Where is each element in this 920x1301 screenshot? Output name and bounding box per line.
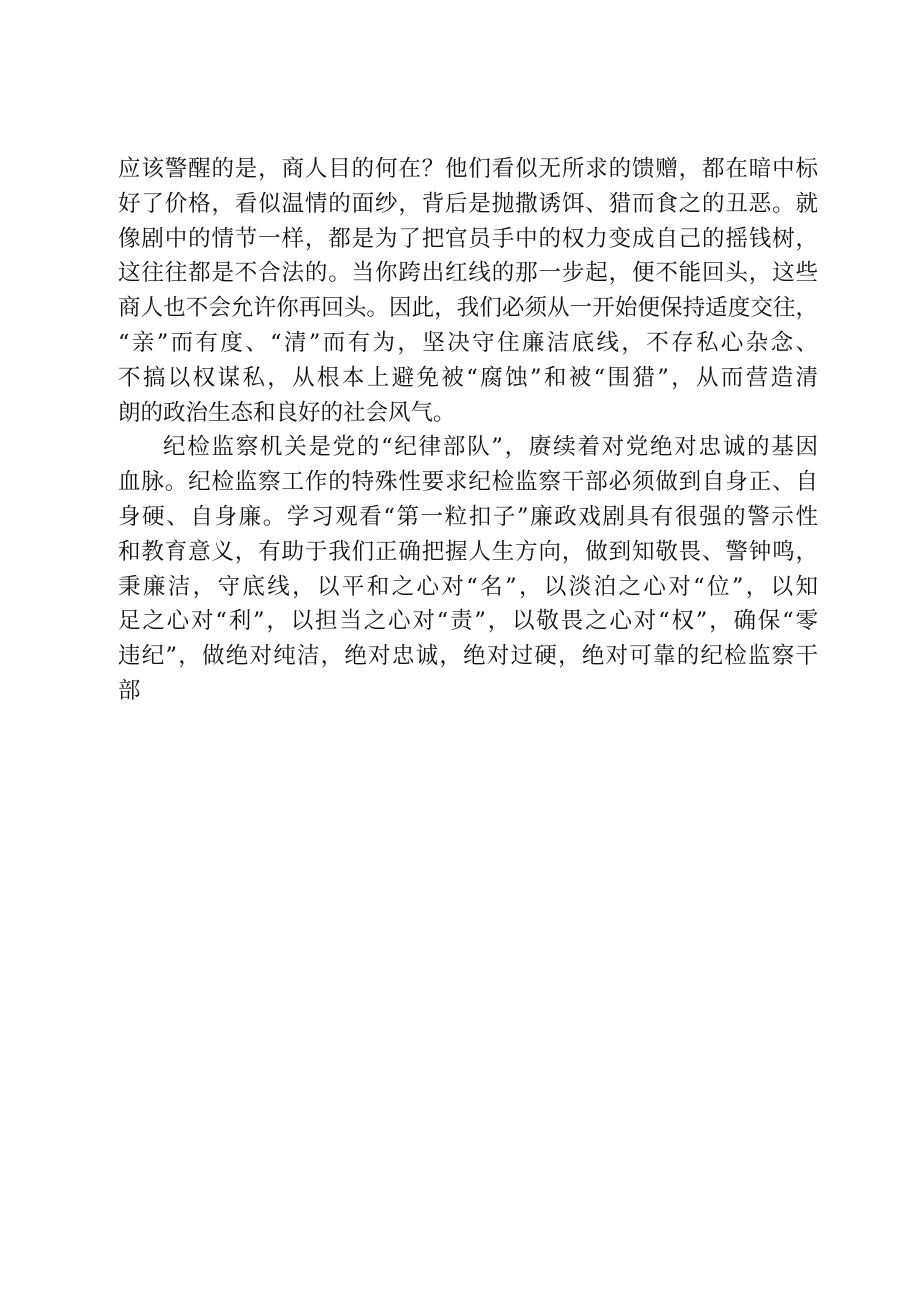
paragraph-line: 不搞以权谋私，从根本上避免被“腐蚀”和被“围猎”，从而营造清: [118, 364, 818, 391]
paragraph-line: 这往往都是不合法的。当你跨出红线的那一步起，便不能回头，这些: [118, 260, 818, 287]
paragraph-line: 商人也不会允许你再回头。因此，我们必须从一开始便保持适度交往，: [118, 295, 818, 322]
document-body: [118, 152, 818, 709]
paragraph-line: “亲”而有度、“清”而有为，坚决守住廉洁底线，不存私心杂念、: [118, 329, 818, 356]
paragraph-line: 好了价格，看似温情的面纱，背后是抛撒诱饵、猎而食之的丑恶。就: [118, 190, 818, 217]
paragraph-line: 纪检监察机关是党的“纪律部队”，赓续着对党绝对忠诚的基因: [163, 434, 818, 461]
paragraph-line: 违纪”，做绝对纯洁，绝对忠诚，绝对过硬，绝对可靠的纪检监察干: [118, 643, 818, 670]
paragraph-2: [118, 430, 818, 708]
paragraph-1: [118, 152, 818, 430]
paragraph-line: 应该警醒的是，商人目的何在？他们看似无所求的馈赠，都在暗中标: [118, 156, 818, 182]
paragraph-line: 像剧中的情节一样，都是为了把官员手中的权力变成自己的摇钱树，: [118, 225, 818, 252]
paragraph-line: 和教育意义，有助于我们正确把握人生方向，做到知敬畏、警钟鸣，: [118, 538, 818, 565]
paragraph-line: 朗的政治生态和良好的社会风气。: [118, 399, 456, 426]
paragraph-line: 足之心对“利”，以担当之心对“责”，以敬畏之心对“权”，确保“零: [118, 608, 818, 635]
paragraph-line: 身硬、自身廉。学习观看“第一粒扣子”廉政戏剧具有很强的警示性: [118, 503, 818, 530]
paragraph-line: 血脉。纪检监察工作的特殊性要求纪检监察干部必须做到自身正、自: [118, 469, 818, 496]
paragraph-line: 秉廉洁，守底线，以平和之心对“名”，以淡泊之心对“位”，以知: [118, 573, 818, 600]
paragraph-line: 部: [118, 677, 141, 704]
